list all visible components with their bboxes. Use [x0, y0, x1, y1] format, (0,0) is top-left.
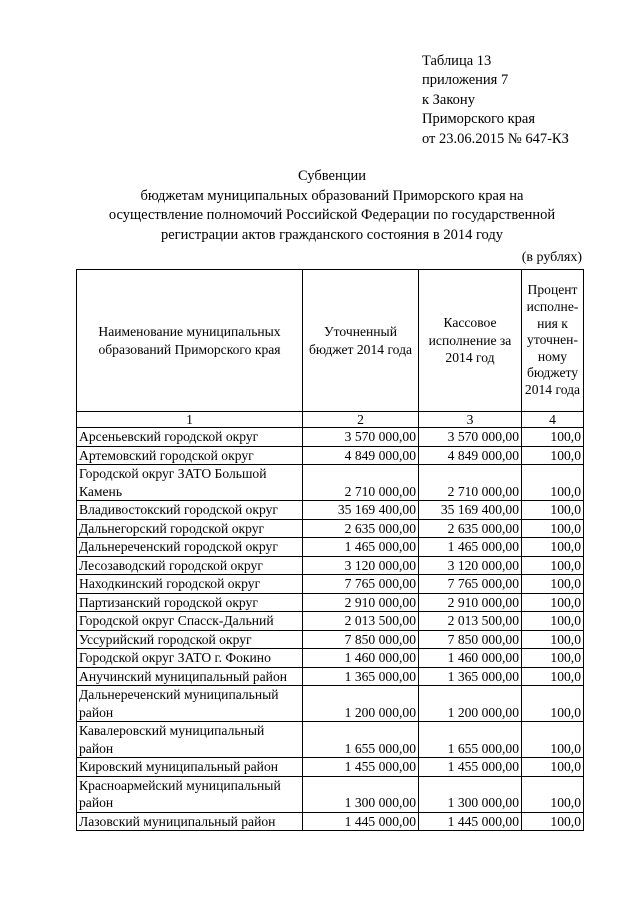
municipality-name: Городской округ ЗАТО г. Фокино [77, 649, 303, 668]
table-row [77, 722, 584, 758]
percent-value: 100,0 [522, 428, 584, 447]
table-row [77, 667, 584, 686]
cash-value: 7 850 000,00 [419, 630, 522, 649]
table-row [77, 575, 584, 594]
column-number: 3 [419, 412, 522, 428]
title-line-3: осуществление полномочий Российской Федерации по государственной [108, 207, 556, 223]
percent-value: 100,0 [522, 519, 584, 538]
budget-value: 3 570 000,00 [303, 428, 419, 447]
municipality-name: Владивостокский городской округ [77, 501, 303, 520]
column-number: 4 [522, 412, 584, 428]
percent-value: 100,0 [522, 649, 584, 668]
table-row [77, 612, 584, 631]
budget-value: 7 765 000,00 [303, 575, 419, 594]
reference-date-number: от 23.06.2015 № 647-КЗ [422, 130, 569, 147]
table-header-row [77, 270, 584, 412]
budget-value: 7 850 000,00 [303, 630, 419, 649]
municipality-name: Анучинский муниципальный район [77, 667, 303, 686]
subvention-table [76, 269, 584, 831]
column-numbers-row [77, 412, 584, 428]
municipality-name: Кировский муниципальный район [77, 758, 303, 777]
cash-value: 35 169 400,00 [419, 501, 522, 520]
percent-value: 100,0 [522, 501, 584, 520]
cash-value: 3 570 000,00 [419, 428, 522, 447]
table-row [77, 428, 584, 447]
municipality-name: Партизанский городской округ [77, 593, 303, 612]
header-percent: Процент исполне-ния к уточнен-ному бюджету 2014 года [522, 270, 584, 412]
percent-value: 100,0 [522, 667, 584, 686]
percent-value: 100,0 [522, 465, 584, 501]
percent-value: 100,0 [522, 538, 584, 557]
cash-value: 1 455 000,00 [419, 758, 522, 777]
budget-value: 1 455 000,00 [303, 758, 419, 777]
table-row [77, 465, 584, 501]
percent-value: 100,0 [522, 722, 584, 758]
budget-value: 1 365 000,00 [303, 667, 419, 686]
budget-value: 1 445 000,00 [303, 812, 419, 831]
municipality-name: Артемовский городской округ [77, 446, 303, 465]
budget-value: 2 013 500,00 [303, 612, 419, 631]
title-line-2: бюджетам муниципальных образований Приморского края на [140, 187, 524, 204]
cash-value: 2 710 000,00 [419, 465, 522, 501]
budget-value: 3 120 000,00 [303, 556, 419, 575]
municipality-name: Уссурийский городской округ [77, 630, 303, 649]
percent-value: 100,0 [522, 630, 584, 649]
budget-value: 2 710 000,00 [303, 465, 419, 501]
percent-value: 100,0 [522, 686, 584, 722]
municipality-name: Дальнереченский муниципальный район [77, 686, 303, 722]
municipality-name: Дальнереченский городской округ [77, 538, 303, 557]
municipality-name: Городской округ Спасск-Дальний [77, 612, 303, 631]
budget-value: 1 465 000,00 [303, 538, 419, 557]
percent-value: 100,0 [522, 556, 584, 575]
reference-law: к Закону [422, 91, 475, 108]
units-note: (в рублях) [521, 250, 582, 265]
percent-value: 100,0 [522, 575, 584, 594]
cash-value: 1 460 000,00 [419, 649, 522, 668]
budget-value: 1 460 000,00 [303, 649, 419, 668]
table-row [77, 686, 584, 722]
budget-value: 1 300 000,00 [303, 776, 419, 812]
budget-value: 1 200 000,00 [303, 686, 419, 722]
document-title [70, 167, 594, 245]
cash-value: 1 445 000,00 [419, 812, 522, 831]
municipality-name: Дальнегорский городской округ [77, 519, 303, 538]
cash-value: 4 849 000,00 [419, 446, 522, 465]
municipality-name: Лазовский муниципальный район [77, 812, 303, 831]
table-row [77, 538, 584, 557]
table-row [77, 776, 584, 812]
budget-value: 2 635 000,00 [303, 519, 419, 538]
table-row [77, 812, 584, 831]
municipality-name: Находкинский городской округ [77, 575, 303, 594]
table-row [77, 519, 584, 538]
cash-value: 2 013 500,00 [419, 612, 522, 631]
percent-value: 100,0 [522, 446, 584, 465]
cash-value: 1 365 000,00 [419, 667, 522, 686]
budget-value: 2 910 000,00 [303, 593, 419, 612]
title-line-1: Субвенции [298, 168, 366, 184]
budget-value: 1 655 000,00 [303, 722, 419, 758]
municipality-name: Кавалеровский муниципальный район [77, 722, 303, 758]
law-reference [422, 52, 569, 149]
title-line-4: регистрации актов гражданского состояния в 2014 году [161, 226, 503, 243]
column-number: 1 [77, 412, 303, 428]
municipality-name: Лесозаводский городской округ [77, 556, 303, 575]
percent-value: 100,0 [522, 812, 584, 831]
municipality-name: Арсеньевский городской округ [77, 428, 303, 447]
cash-value: 2 635 000,00 [419, 519, 522, 538]
reference-region: Приморского края [422, 111, 536, 128]
table-row [77, 501, 584, 520]
cash-value: 1 200 000,00 [419, 686, 522, 722]
budget-value: 4 849 000,00 [303, 446, 419, 465]
header-municipality: Наименование муниципальных образований Приморского края [77, 270, 303, 412]
header-cash-execution: Кассовое исполнение за 2014 год [419, 270, 522, 412]
municipality-name: Городской округ ЗАТО Большой Камень [77, 465, 303, 501]
cash-value: 1 300 000,00 [419, 776, 522, 812]
cash-value: 1 465 000,00 [419, 538, 522, 557]
budget-value: 35 169 400,00 [303, 501, 419, 520]
reference-appendix: приложения 7 [422, 72, 509, 89]
table-row [77, 446, 584, 465]
table-row [77, 556, 584, 575]
percent-value: 100,0 [522, 758, 584, 777]
column-number: 2 [303, 412, 419, 428]
percent-value: 100,0 [522, 612, 584, 631]
cash-value: 7 765 000,00 [419, 575, 522, 594]
cash-value: 1 655 000,00 [419, 722, 522, 758]
cash-value: 2 910 000,00 [419, 593, 522, 612]
cash-value: 3 120 000,00 [419, 556, 522, 575]
table-row [77, 630, 584, 649]
percent-value: 100,0 [522, 593, 584, 612]
table-row [77, 758, 584, 777]
header-budget: Уточненный бюджет 2014 года [303, 270, 419, 412]
percent-value: 100,0 [522, 776, 584, 812]
reference-table-number: Таблица 13 [422, 53, 492, 69]
table-row [77, 649, 584, 668]
table-row [77, 593, 584, 612]
municipality-name: Красноармейский муниципальный район [77, 776, 303, 812]
